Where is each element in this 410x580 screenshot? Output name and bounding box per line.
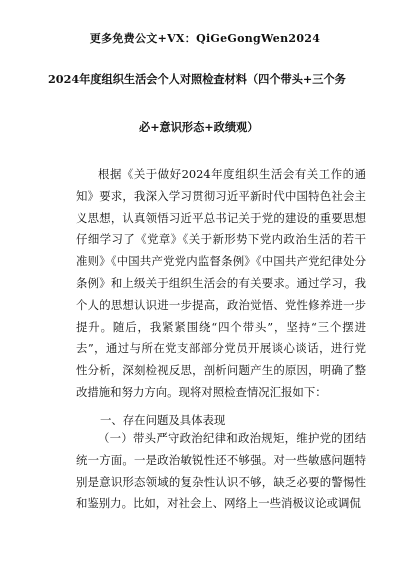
subsection-paragraph: （一）带头严守政治纪律和政治规矩，维护党的团结统一方面。一是政治敏锐性还不够强。对一些敏感问题特别是意识形态领域的复杂性认识不够，缺乏必要的警惕性和鉴别力。比如，对社会上、网络上一些消极议论或调侃 <box>76 431 366 511</box>
document-title-line-1: 2024年度组织生活会个人对照检查材料（四个带头+三个务 <box>48 72 346 86</box>
watermark-header: 更多免费公文+VX：QiGeGongWen2024 <box>89 32 321 45</box>
document-title-line-2: 必+意识形态+政绩观） <box>139 120 259 134</box>
section-heading: 一、存在问题及具体表现 <box>100 413 226 427</box>
intro-paragraph: 根据《关于做好2024年度组织生活会有关工作的通知》要求，我深入学习贯彻习近平新时代中国特色社会主义思想，认真领悟习近平总书记关于党的建设的重要思想仔细学习了《党章》《关于新形势下党内政治生活的若干准则》《中国共产党党内监督条例》《中国共产党纪律处分条例》和上级关于组织生活会的有关要求。通过学习，我个人的思想认识进一步提高，政治觉悟、党性修养进一步提升。随后，我紧紧围绕“四个带头”，坚持“三个摆进去”，通过与所在党支部部分党员开展谈心谈话，进行党性分析，深刻检视反思，剖析问题产生的原因，明确了整改措施和努力方向。现将对照检查情况汇报如下： <box>76 167 366 399</box>
